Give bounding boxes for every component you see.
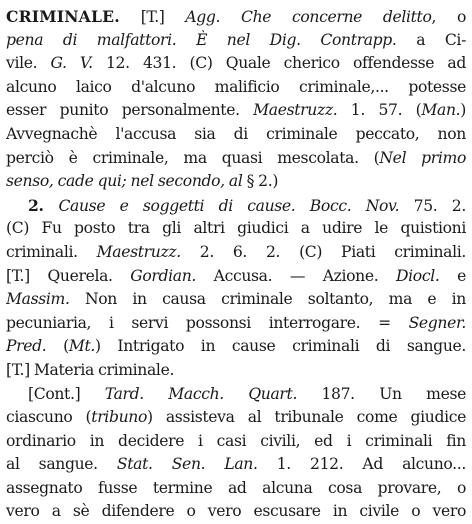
entry-line-7: perciò è criminale, ma quasi mescolata. (Nel primo: [6, 148, 466, 167]
entry-line-5: esser punito personalmente. Maestruzz. 1. 57. (Man.): [6, 101, 466, 120]
entry-line-14: pecuniaria, i servi possonsi interrogare. = Segner.: [6, 313, 466, 332]
entry-line-20: al sangue. Stat. Sen. Lan. 1. 212. Ad alcuno...: [6, 455, 466, 474]
entry-line-1: CRIMINALE. [T.] Agg. Che concerne delitto, o: [6, 7, 466, 26]
entry-line-8: senso, cade qui; nel secondo, al § 2.): [6, 172, 279, 191]
entry-line-9: 2. Cause e soggetti di cause. Bocc. Nov. 75. 2.: [28, 195, 466, 215]
headword: CRIMINALE.: [6, 7, 120, 26]
entry-line-2: pena di malfattori. È nel Dig. Contrapp. a Ci-: [6, 30, 466, 49]
entry-line-6: Avvegnachè l'accusa sia di criminale peccato, non: [6, 124, 466, 143]
entry-line-15: Pred. (Mt.) Intrigato in cause criminali di sangue.: [6, 337, 466, 356]
entry-line-3: vile. G. V. 12. 431. (C) Quale cherico offendesse ad: [6, 54, 466, 73]
entry-line-16: [T.] Materia criminale.: [6, 360, 175, 379]
entry-line-17: [Cont.] Tard. Macch. Quart. 187. Un mese: [28, 384, 466, 403]
entry-line-13: Massim. Non in causa criminale soltanto, ma e in: [6, 290, 466, 309]
entry-line-21: assegnato fusse termine ad alcuna cosa provare, o: [6, 478, 466, 497]
entry-line-11: criminali. Maestruzz. 2. 6. 2. (C) Piati criminali.: [6, 242, 466, 261]
entry-line-4: alcuno laico d'alcuno malificio criminale,... potesse: [6, 77, 466, 96]
entry-line-12: [T.] Querela. Gordian. Accusa. — Azione. Diocl. e: [6, 266, 466, 285]
entry-line-22: vero a sè difendere o vero escusare in civile o vero: [6, 502, 466, 521]
entry-line-19: ordinario in decidere i casi civili, ed i criminali fin: [6, 431, 466, 450]
entry-line-10: (C) Fu posto tra gli altri giudici a udire le quistioni: [6, 219, 466, 238]
entry-line-18: ciascuno (tribuno) assisteva al tribunale come giudice: [6, 408, 466, 427]
